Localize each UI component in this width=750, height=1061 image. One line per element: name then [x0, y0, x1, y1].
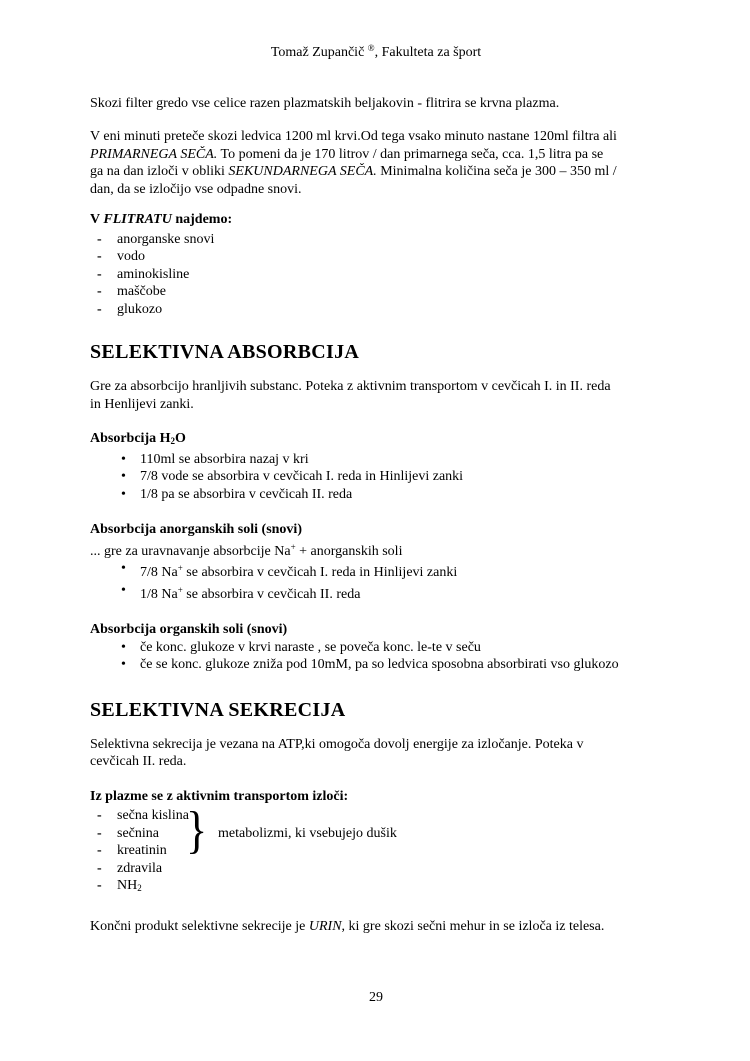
text-segment: , Fakulteta za šport: [374, 45, 482, 60]
text-segment: če konc. glukoze v krvi naraste , se poveča konc. le-te v seču: [140, 639, 481, 655]
absorption-intro-paragraph: [90, 378, 662, 413]
inorganic-absorption-heading: Absorbcija anorganskih soli (snovi): [90, 522, 302, 537]
excretion-list: [90, 802, 662, 898]
organic-absorption-item: [90, 639, 662, 657]
text-segment: 7/8 Na: [140, 565, 178, 580]
page-header: [90, 40, 662, 62]
text-segment: +: [177, 584, 183, 595]
page-number: 29: [369, 990, 383, 1005]
text-segment: vodo: [117, 249, 145, 264]
excretion-list-item: [90, 860, 662, 878]
inorganic-absorption-item: [90, 560, 662, 582]
text-segment: sečna kislina: [117, 808, 189, 823]
text-segment: se absorbira v cevčicah II. reda: [182, 586, 361, 602]
text-segment: O: [175, 431, 186, 446]
paragraph-line: [90, 163, 662, 181]
paragraph-line: [90, 128, 662, 146]
text-segment: +: [177, 563, 183, 573]
secretion-intro-paragraph: [90, 736, 662, 771]
text-segment: kreatinin: [117, 843, 167, 858]
text-segment: ga na dan izloči v obliki: [90, 164, 229, 179]
text-segment: ®: [367, 43, 375, 53]
text-segment: dan, da se izločijo vse odpadne snovi.: [90, 181, 302, 197]
text-segment: URIN: [308, 918, 342, 934]
inorganic-absorption-list: [90, 560, 662, 603]
organic-absorption-item: [90, 656, 662, 674]
paragraph-line: [90, 753, 662, 771]
text-segment: Končni produkt selektivne sekrecije je: [90, 918, 309, 934]
text-segment: 7/8 vode se absorbira v cevčicah I. reda in Hinlijevi zanki: [140, 469, 464, 484]
intro-paragraph: Skozi filter gredo vse celice razen plazmatskih beljakovin - flitrira se krvna plazma.: [90, 95, 560, 111]
filtrate-list-item: [90, 231, 662, 249]
text-segment: in Henlijevi zanki.: [90, 396, 194, 412]
text-segment: glukozo: [117, 301, 163, 317]
filtration-paragraph: [90, 128, 662, 198]
text-segment: cevčicah II. reda.: [90, 754, 187, 769]
filtrate-list-item: [90, 266, 662, 284]
grouping-brace-label: metabolizmi, ki vsebujejo dušik: [218, 826, 397, 841]
organic-absorption-list: [90, 639, 662, 674]
text-segment: SEKUNDARNEGA SEČA.: [228, 164, 377, 179]
text-segment: Absorbcija H: [90, 431, 171, 446]
final-paragraph: [90, 918, 662, 936]
inorganic-absorption-note: [90, 539, 662, 561]
text-segment: maščobe: [117, 284, 166, 299]
excretion-list-item: [90, 877, 662, 898]
text-segment: najdemo:: [171, 212, 233, 227]
paragraph-line: [90, 396, 662, 414]
text-segment: + anorganskih soli: [295, 543, 403, 559]
inorganic-absorption-item: [90, 582, 662, 604]
text-segment: V: [90, 212, 104, 227]
text-segment: Selektivna sekrecija je vezana na ATP,ki omogoča dovolj energije za izločanje. Poteka v: [90, 736, 584, 752]
water-absorption-item: [90, 486, 662, 504]
text-segment: anorganske snovi: [117, 231, 215, 247]
excretion-list-item: [90, 807, 662, 825]
text-segment: aminokisline: [117, 266, 190, 282]
text-segment: Tomaž Zupančič: [270, 45, 368, 60]
text-segment: če se konc. glukoze zniža pod 10mM, pa so ledvica sposobna absorbirati vso glukozo: [140, 657, 619, 672]
text-segment: 1/8 Na: [140, 586, 178, 602]
paragraph-line: [90, 736, 662, 754]
filtrate-list-item: [90, 248, 662, 266]
secretion-section-heading: SELEKTIVNA SEKRECIJA: [90, 698, 346, 721]
text-segment: To pomeni da je 170 litrov / dan primarnega seča, cca. 1,5 litra pa se: [217, 146, 604, 162]
absorption-section-heading: SELEKTIVNA ABSORBCIJA: [90, 341, 360, 363]
text-segment: +: [290, 541, 296, 552]
excretion-list-items: [90, 802, 662, 898]
paragraph-line: [90, 146, 662, 164]
water-absorption-list: [90, 451, 662, 504]
text-segment: 110ml se absorbira nazaj v kri: [140, 451, 309, 467]
text-segment: NH: [117, 878, 138, 893]
paragraph-line: [90, 378, 662, 396]
filtrate-list: [90, 231, 662, 319]
text-segment: V eni minuti preteče skozi ledvica 1200 ml krvi.Od tega vsako minuto nastane 120ml filtra ali: [90, 129, 617, 144]
text-segment: se absorbira v cevčicah I. reda in Hinlijevi zanki: [182, 565, 458, 580]
text-segment: Gre za absorbcijo hranljivih substanc. Poteka z aktivnim transportom v cevčicah I. in II. reda: [90, 379, 611, 394]
text-segment: Minimalna količina seča je 300 – 350 ml /: [376, 164, 617, 179]
text-segment: 1/8 pa se absorbira v cevčicah II. reda: [140, 486, 353, 502]
text-segment: sečnina: [117, 825, 159, 841]
text-segment: , ki gre skozi sečni mehur in se izloča iz telesa.: [341, 918, 605, 934]
filtrate-heading: [90, 211, 662, 229]
water-absorption-heading: [90, 430, 662, 451]
excretion-list-item: [90, 842, 662, 860]
water-absorption-item: [90, 451, 662, 469]
filtrate-list-item: [90, 301, 662, 319]
text-segment: FLITRATU: [103, 212, 172, 227]
filtrate-list-item: [90, 283, 662, 301]
grouping-brace: }: [186, 802, 208, 859]
excretion-heading: Iz plazme se z aktivnim transportom izloči:: [90, 788, 349, 804]
text-segment: 2: [137, 883, 142, 893]
text-segment: 2: [170, 436, 175, 446]
paragraph-line: [90, 181, 662, 199]
text-segment: zdravila: [117, 860, 163, 876]
text-segment: ... gre za uravnavanje absorbcije Na: [90, 543, 291, 559]
organic-absorption-heading: Absorbcija organskih soli (snovi): [90, 622, 288, 637]
water-absorption-item: [90, 468, 662, 486]
text-segment: PRIMARNEGA SEČA.: [90, 146, 218, 162]
